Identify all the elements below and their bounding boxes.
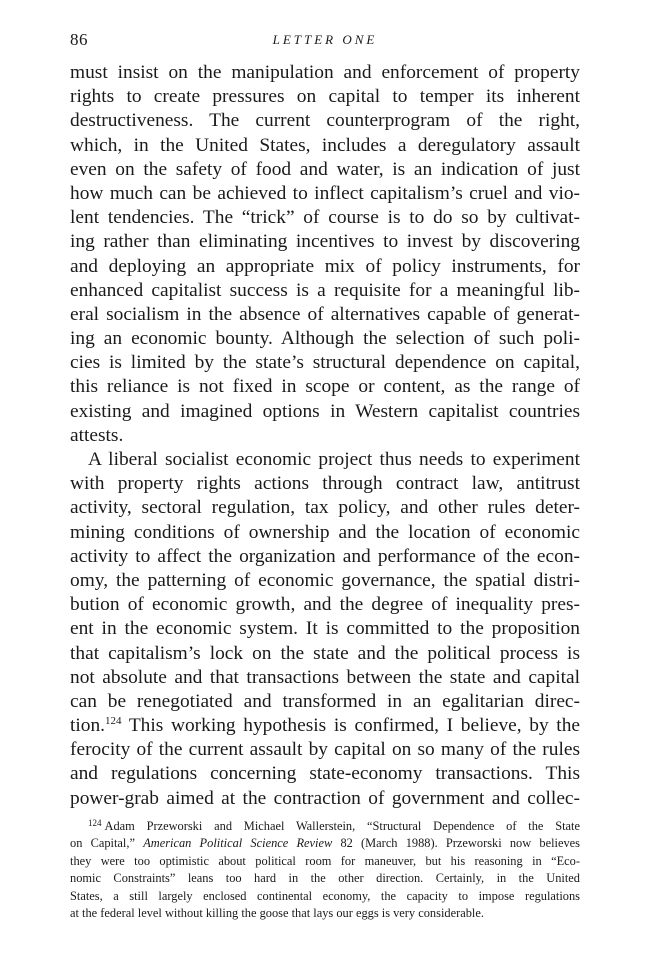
- text-line: power-grab aimed at the contraction of government and collec-: [70, 787, 580, 809]
- text-line: rights to create pressures on capital to temper its inherent: [70, 86, 580, 108]
- footnote-line: [70, 818, 580, 835]
- footnote-ref-lead: tion.: [70, 715, 106, 737]
- footnote-line: they were too optimistic about political room for maneuver, but his reasoning in “Eco-: [70, 853, 580, 868]
- text-line: ing an economic bounty. Although the selection of such poli-: [70, 328, 580, 350]
- text-line: can be renegotiated and transformed in an egalitarian direc-: [70, 690, 580, 712]
- text-line: destructiveness. The current counterprogram of the right,: [70, 110, 580, 132]
- text-line: must insist on the manipulation and enforcement of property: [70, 62, 580, 83]
- footnote-line: nomic Constraints” leans too hard in the other direction. Certainly, in the United: [70, 871, 580, 886]
- text-line: eral socialism in the absence of alternatives capable of generat-: [70, 303, 580, 325]
- text-line: activity, sectoral regulation, tax policy, and other rules deter-: [70, 497, 580, 519]
- text-line: that capitalism’s lock on the state and the political process is: [70, 642, 580, 664]
- text-line: attests.: [70, 424, 124, 446]
- text-line: and deploying an appropriate mix of policy instruments, for: [70, 255, 580, 277]
- text-line: not absolute and that transactions between the state and capital: [70, 666, 580, 688]
- text-line: ent in the economic system. It is committed to the proposition: [70, 618, 580, 640]
- text-line: with property rights actions through contract law, antitrust: [70, 473, 580, 495]
- text-line: this reliance is not fixed in scope or content, as the range of: [70, 376, 580, 398]
- text-line: which, in the United States, includes a deregulatory assault: [70, 134, 580, 156]
- body-text: [70, 61, 580, 811]
- text-line: and regulations concerning state-economy transactions. This: [70, 763, 580, 785]
- footnote-number: 124: [88, 818, 102, 828]
- footnote-line: at the federal level without killing the goose that lays our eggs is very considerable.: [70, 905, 484, 920]
- text-line: enhanced capitalist success is a requisite for a meaningful lib-: [70, 279, 580, 301]
- text-line: omy, the patterning of economic governance, the spatial distri-: [70, 569, 580, 591]
- footnote-ref-trail: This working hypothesis is confirmed, I believe, by the: [128, 715, 580, 737]
- text-line: mining conditions of ownership and the location of economic: [70, 521, 580, 543]
- text-line: even on the safety of food and water, is an indication of just: [70, 158, 580, 180]
- journal-title: American Political Science Review: [143, 836, 333, 851]
- footnote-text: on Capital,”: [70, 836, 135, 851]
- text-line: A liberal socialist economic project thus needs to experiment: [88, 449, 580, 470]
- text-line: cies is limited by the state’s structural dependence on capital,: [70, 352, 580, 374]
- text-line: ing rather than eliminating incentives to invest by discovering: [70, 231, 580, 253]
- text-line: activity to affect the organization and performance of the econ-: [70, 545, 580, 567]
- text-line: ferocity of the current assault by capital on so many of the rules: [70, 739, 580, 761]
- footnote-line: States, a still largely enclosed continental economy, the capacity to impose regulations: [70, 888, 580, 903]
- running-head: LETTER ONE: [272, 32, 378, 47]
- text-line: how much can be achieved to inflect capitalism’s cruel and vio-: [70, 182, 580, 204]
- footnote-text: 82 (March 1988). Przeworski now believes: [340, 836, 580, 851]
- footnote-line: [70, 835, 580, 852]
- text-line: bution of economic growth, and the degree of inequality pres-: [70, 594, 580, 616]
- footnote-reference[interactable]: 124: [105, 715, 122, 728]
- text-line: lent tendencies. The “trick” of course is to do so by cultivat-: [70, 207, 580, 229]
- page-header: [70, 30, 580, 50]
- footnote-text: Adam Przeworski and Michael Wallerstein, “Structural Dependence of the State: [104, 819, 580, 833]
- text-line: existing and imagined options in Western capitalist countries: [70, 400, 580, 422]
- text-line-with-footnote-ref: [70, 714, 580, 738]
- footnotes: [70, 818, 580, 922]
- page-number: 86: [70, 30, 88, 49]
